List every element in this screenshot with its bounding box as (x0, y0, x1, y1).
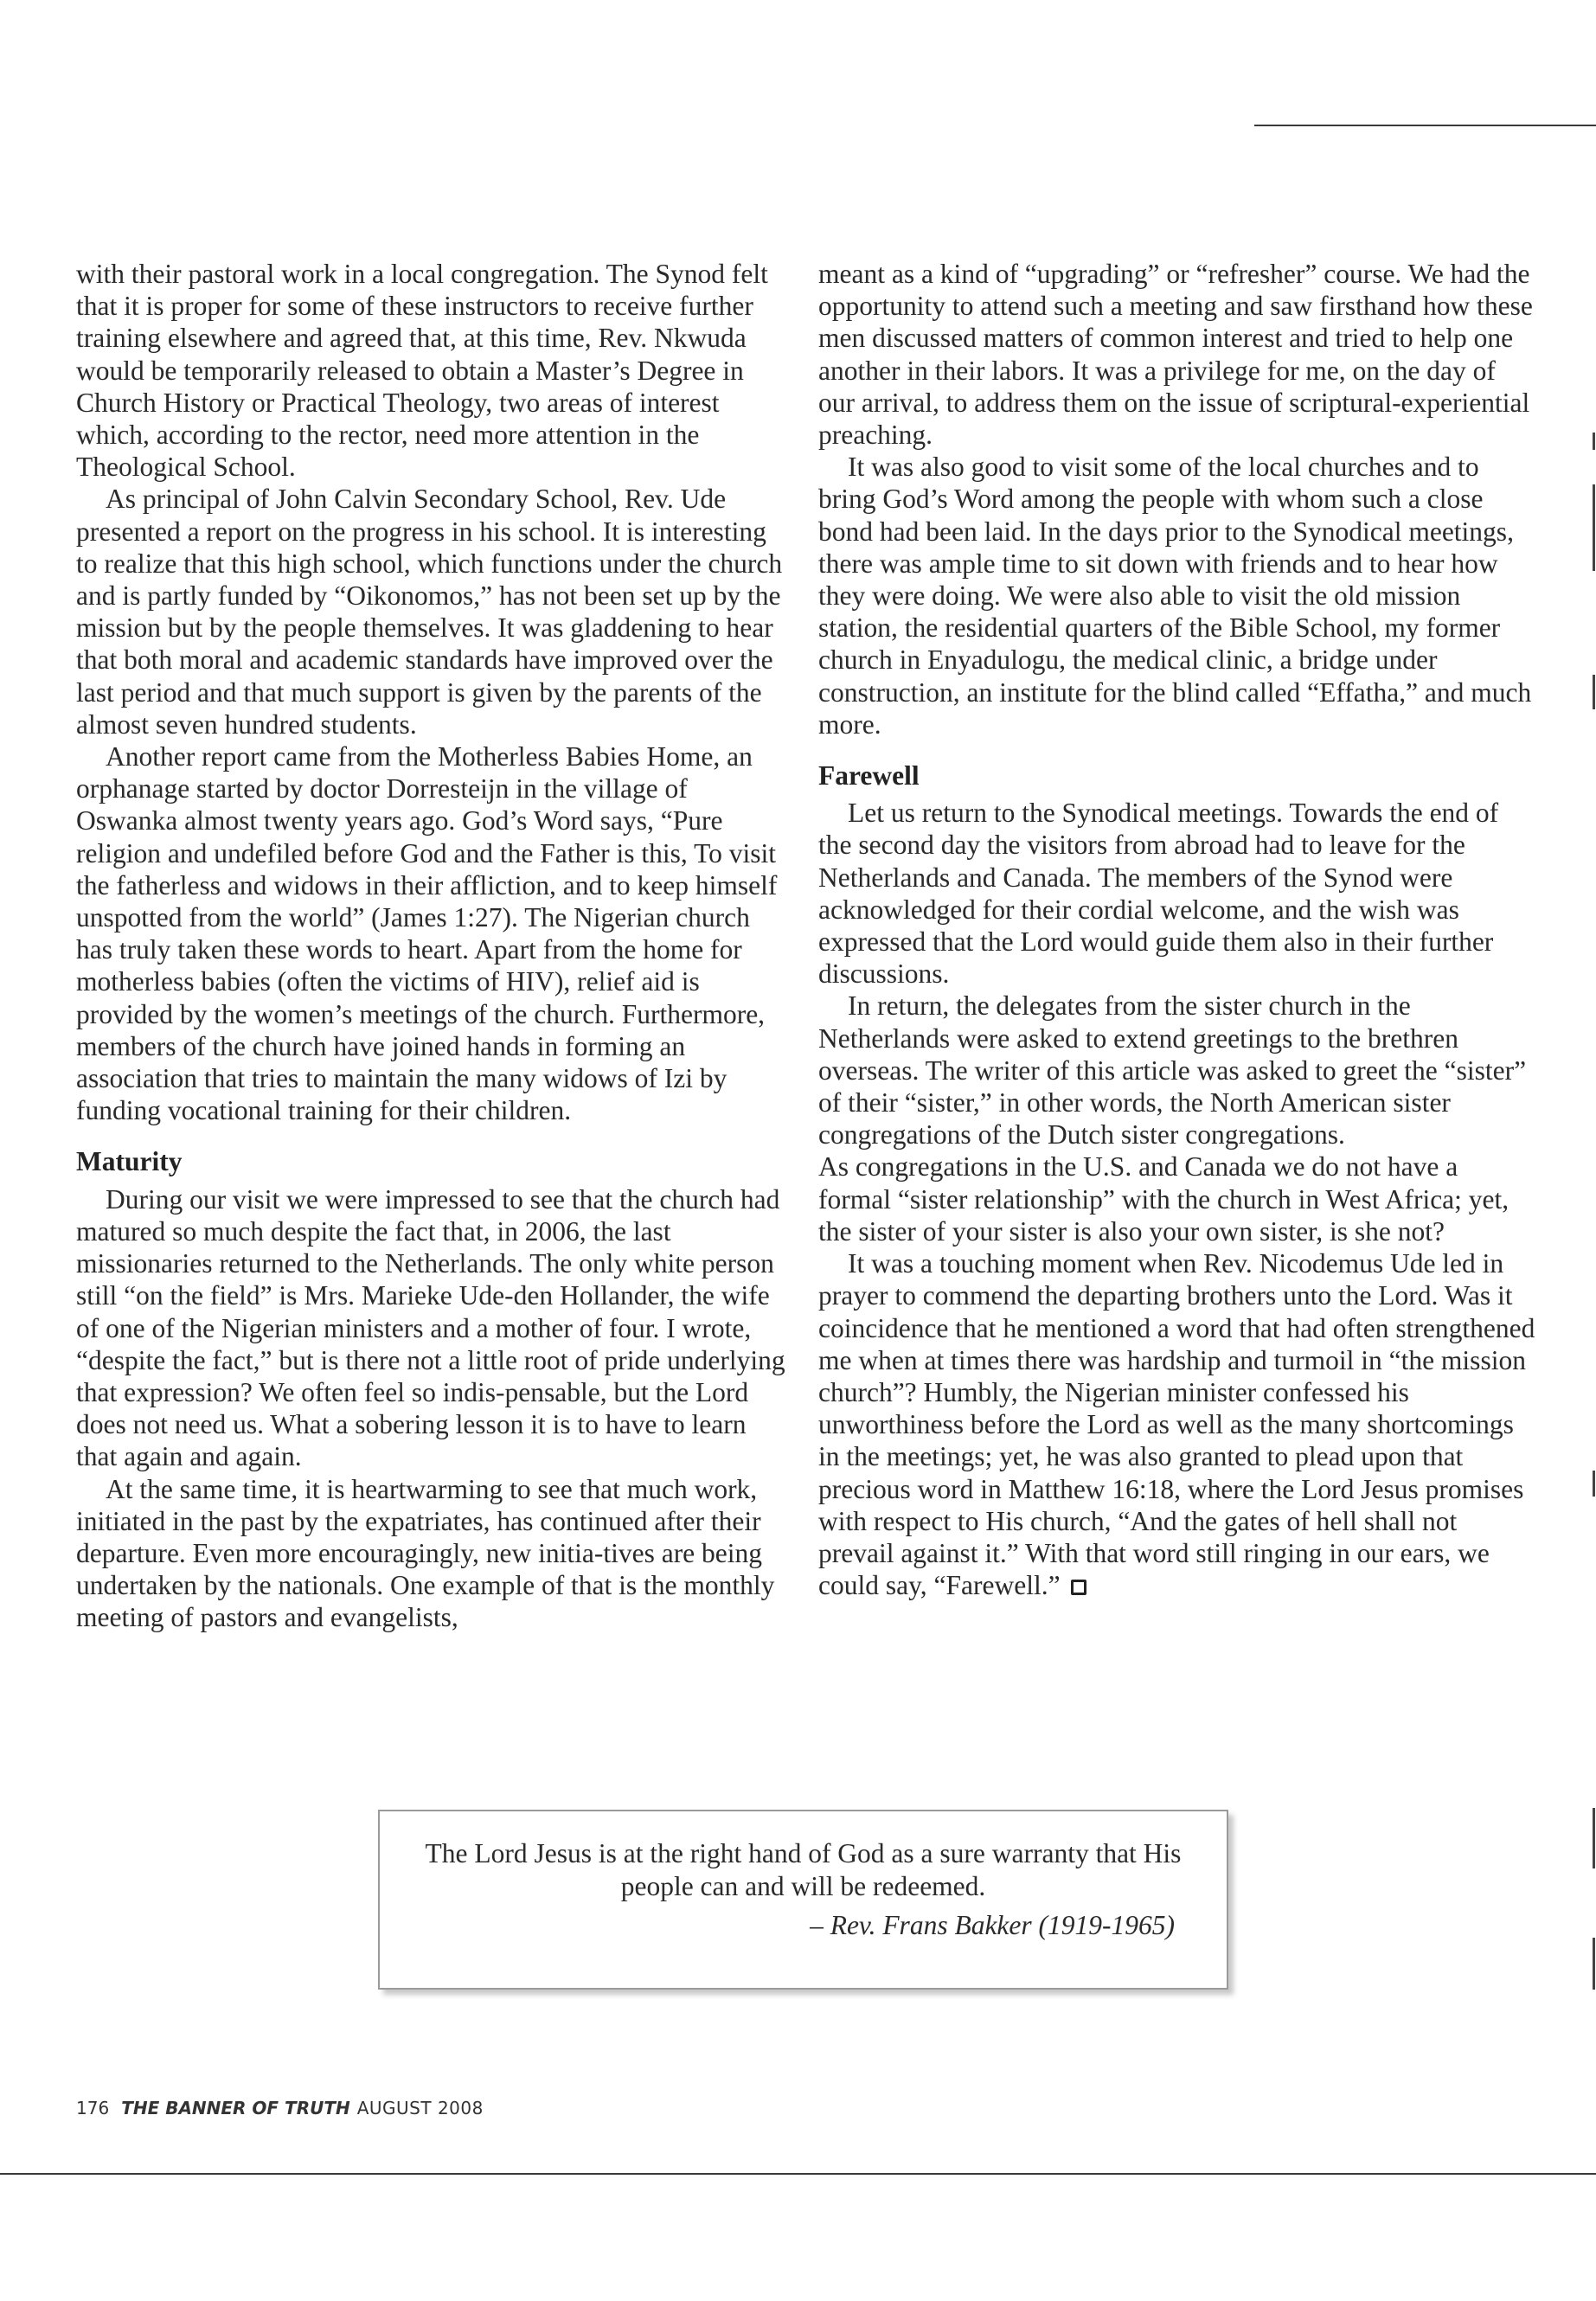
paragraph: It was also good to visit some of the local churches and to bring God’s Word among the people with whom such a close bond had been laid. In the days prior to the Synodical meetings, there was ample time to sit down with friends and to hear how they were doing. We were also able to visit the old mission station, the residential quarters of the Bible School, my former church in Enyadulogu, the medical clinic, a bridge under construction, an institute for the blind called “Effatha,” and much more. (818, 452, 1532, 740)
paragraph: Let us return to the Synodical meetings. Towards the end of the second day the visitors from abroad had to leave for the Netherlands and Canada. The members of the Synod were acknowledged for their cordial welcome, and the wish was expressed that the Lord would guide them also in their further discussions. (818, 798, 1499, 990)
bottom-rule (0, 2173, 1596, 2175)
edge-mark (1593, 1808, 1595, 1868)
end-of-article-square-icon (1071, 1580, 1086, 1595)
paragraph-text: It was a touching moment when Rev. Nicodemus Ude led in prayer to commend the departing brothers unto the Lord. Was it coincidence that he mentioned a word that had often strengthened me when at times there was hardship and turmoil in “the mission church”? Humbly, the Nigerian minister confessed his unworthiness before the Lord as well as the many shortcomings in the meetings; yet, he was also granted to plead upon that precious word in Matthew 16:18, where the Lord Jesus promises with respect to His church, “And the gates of hell shall not prevail against it.” With that word still ringing in our ears, we could say, “Farewell.” (818, 1248, 1535, 1601)
edge-mark (1593, 433, 1595, 450)
paragraph-final (818, 1247, 1536, 1601)
section-heading-farewell: Farewell (818, 760, 920, 792)
paragraph: At the same time, it is heartwarming to see that much work, initiated in the past by the expatriates, has continued after their departure. Even more encouragingly, new initia-tives are being undertaken by the nationals. One example of that is the monthly meeting of pastors and evangelists, (76, 1473, 775, 1633)
paragraph: During our visit we were impressed to see that the church had matured so much despite the fact that, in 2006, the last missionaries returned to the Netherlands. The only white person still “on the field” is Mrs. Marieke Ude-den Hollander, the wife of one of the Nigerian ministers and a mother of four. I wrote, “despite the fact,” but is there not a little root of pride underlying that expression? We often feel so indis-pensable, but the Lord does not need us. What a sobering lesson it is to have to learn that again and again. (76, 1183, 785, 1472)
pull-quote-box (378, 1810, 1228, 1990)
page-number: 176 (76, 2098, 110, 2118)
paragraph: As principal of John Calvin Secondary School, Rev. Ude presented a report on the progress in his school. It is interesting to realize that this high school, which functions under the church and is partly funded by “Oikonomos,” has not been set up by the mission but by the people themselves. It was gladdening to hear that both moral and academic standards have improved over the last period and that much support is given by the parents of the almost seven hundred students. (76, 484, 783, 740)
publication-title: THE BANNER OF TRUTH (121, 2098, 350, 2118)
paragraph: Another report came from the Motherless Babies Home, an orphanage started by doctor Dorresteijn in the village of Oswanka almost twenty years ago. God’s Word says, “Pure religion and undefiled before God and the Father is this, To visit the fatherless and widows in their affliction, and to keep himself unspotted from the world” (James 1:27). The Nigerian church has truly taken these words to heart. Apart from the home for motherless babies (often the victims of HIV), relief aid is provided by the women’s meetings of the church. Furthermore, members of the church have joined hands in forming an association that tries to maintain the many widows of Izi by funding vocational training for their children. (76, 741, 778, 1126)
page-footer (76, 2098, 484, 2118)
section-heading-maturity: Maturity (76, 1146, 183, 1177)
edge-mark (1593, 484, 1595, 571)
paragraph: As congregations in the U.S. and Canada we do not have a formal “sister relationship” with the church in West Africa; yet, the sister of your sister is also your own sister, is she not? (818, 1151, 1509, 1247)
pull-quote-attribution: – Rev. Frans Bakker (1919-1965) (810, 1910, 1175, 1940)
edge-mark (1593, 675, 1595, 709)
left-column (76, 258, 785, 1634)
paragraph: meant as a kind of “upgrading” or “refresher” course. We had the opportunity to attend such a meeting and saw firsthand how these men discussed matters of common interest and tried to help one another in their labors. It was a privilege for me, on the day of our arrival, to address them on the issue of scriptural-experiential preaching. (818, 259, 1533, 451)
edge-mark (1593, 1471, 1595, 1497)
issue-date: AUGUST 2008 (356, 2098, 484, 2118)
pull-quote-text: The Lord Jesus is at the right hand of God as a sure warranty that His people can and will be redeemed. (425, 1838, 1182, 1901)
paragraph: In return, the delegates from the sister church in the Netherlands were asked to extend greetings to the brethren overseas. The writer of this article was asked to greet the “sister” of their “sister,” in other words, the North American sister congregations of the Dutch sister congregations. (818, 990, 1527, 1150)
paragraph: with their pastoral work in a local congregation. The Synod felt that it is proper for some of these instructors to receive further training elsewhere and agreed that, at this time, Rev. Nkwuda would be temporarily released to obtain a Master’s Degree in Church History or Practical Theology, two areas of interest which, according to the rector, need more attention in the Theological School. (76, 259, 768, 483)
top-rule (1254, 125, 1596, 126)
edge-mark (1593, 1938, 1595, 1990)
right-column (818, 258, 1536, 1601)
